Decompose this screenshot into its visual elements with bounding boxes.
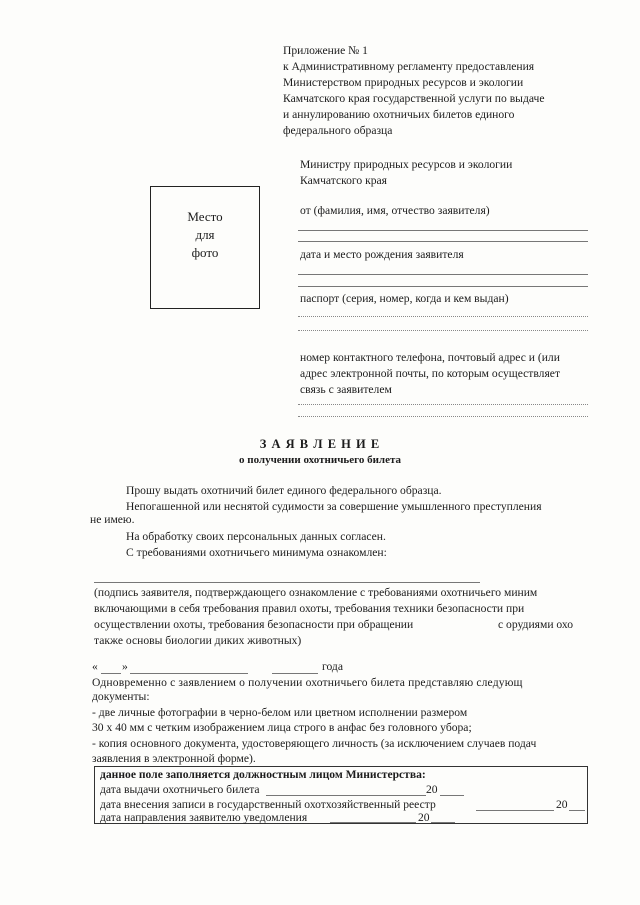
signature-note: с орудиями охо (498, 618, 574, 631)
attachment-item: - копия основного документа, удостоверяющего личность (за исключением случаев подач (92, 737, 537, 750)
official-row-label: дата внесения записи в государственный охотхозяйственный реестр (100, 798, 436, 811)
notice-year-field[interactable] (431, 822, 455, 823)
signature-note: также основы биологии диких животных) (94, 634, 302, 647)
body-paragraph: Прошу выдать охотничий билет единого федерального образца. (126, 484, 442, 497)
attachment-item: 30 х 40 мм с четким изображением лица строго в анфас без головного убора; (92, 721, 472, 734)
photo-placeholder (150, 186, 260, 309)
signature-note: осуществлении охоты, требования безопасности при обращении (94, 618, 414, 631)
year-field[interactable] (272, 673, 318, 674)
passport-line[interactable] (298, 316, 588, 317)
month-field[interactable] (130, 673, 248, 674)
photo-label: для (195, 227, 215, 242)
photo-label: Место (187, 209, 223, 224)
official-row-year: 20 (418, 811, 430, 824)
official-row-year: 20 (426, 783, 438, 796)
contact-label: связь с заявителем (300, 383, 392, 396)
official-row-year: 20 (556, 798, 568, 811)
registry-date-field[interactable] (476, 810, 554, 811)
year-suffix: года (322, 660, 343, 673)
from-label: от (фамилия, имя, отчество заявителя) (300, 204, 490, 217)
contact-label: адрес электронной почты, по которым осуществляет (300, 367, 561, 380)
document-subtitle: о получении охотничьего билета (238, 454, 401, 466)
attachment-item: - две личные фотографии в черно-белом или цветном исполнении размером (92, 706, 468, 719)
birth-label: дата и место рождения заявителя (300, 248, 464, 261)
official-row-label: дата выдачи охотничьего билета (100, 783, 260, 796)
body-paragraph: не имею. (90, 513, 135, 526)
registry-year-field[interactable] (569, 810, 585, 811)
contact-line[interactable] (298, 416, 588, 417)
appendix-number: Приложение № 1 (283, 44, 368, 57)
issue-year-field[interactable] (440, 795, 464, 796)
body-paragraph: Непогашенной или неснятой судимости за совершение умышленного преступления (126, 500, 542, 513)
day-field[interactable] (101, 673, 121, 674)
signature-note: (подпись заявителя, подтверждающего ознакомление с требованиями охотничьего миним (94, 586, 538, 599)
attachments-intro: Одновременно с заявлением о получении охотничьего билета представляю следующ (92, 676, 523, 689)
addressee-line: Камчатского края (300, 174, 388, 187)
signature-note: включающими в себя требования правил охоты, требования техники безопасности при (94, 602, 525, 615)
contact-line[interactable] (298, 404, 588, 405)
issue-date-field[interactable] (266, 795, 426, 796)
document-title: З А Я В Л Е Н И Е (259, 437, 381, 451)
official-header: данное поле заполняется должностным лицом Министерства: (100, 768, 426, 781)
date-close-quote: » (122, 660, 128, 673)
birth-line[interactable] (298, 286, 588, 287)
birth-line[interactable] (298, 274, 588, 275)
body-paragraph: На обработку своих персональных данных согласен. (126, 530, 386, 543)
from-line[interactable] (298, 241, 588, 242)
contact-label: номер контактного телефона, почтовый адрес и (или (300, 351, 560, 364)
appendix-line: и аннулированию охотничьих билетов единого (283, 108, 515, 121)
appendix-line: Министерством природных ресурсов и экологии (283, 76, 524, 89)
photo-label: фото (191, 245, 219, 260)
passport-label: паспорт (серия, номер, когда и кем выдан) (300, 292, 509, 305)
signature-line[interactable] (94, 582, 480, 583)
attachment-item: заявления в электронной форме). (92, 752, 256, 765)
passport-line[interactable] (298, 330, 588, 331)
addressee-line: Министру природных ресурсов и экологии (300, 158, 513, 171)
official-row-label: дата направления заявителю уведомления (100, 811, 308, 824)
appendix-line: к Административному регламенту предоставления (283, 60, 535, 73)
appendix-line: федерального образца (283, 124, 393, 137)
appendix-line: Камчатского края государственной услуги по выдаче (283, 92, 545, 105)
body-paragraph: С требованиями охотничьего минимума ознакомлен: (126, 546, 387, 559)
date-open-quote: « (92, 660, 98, 673)
from-line[interactable] (298, 230, 588, 231)
attachments-intro: документы: (92, 690, 150, 703)
notice-date-field[interactable] (330, 822, 416, 823)
